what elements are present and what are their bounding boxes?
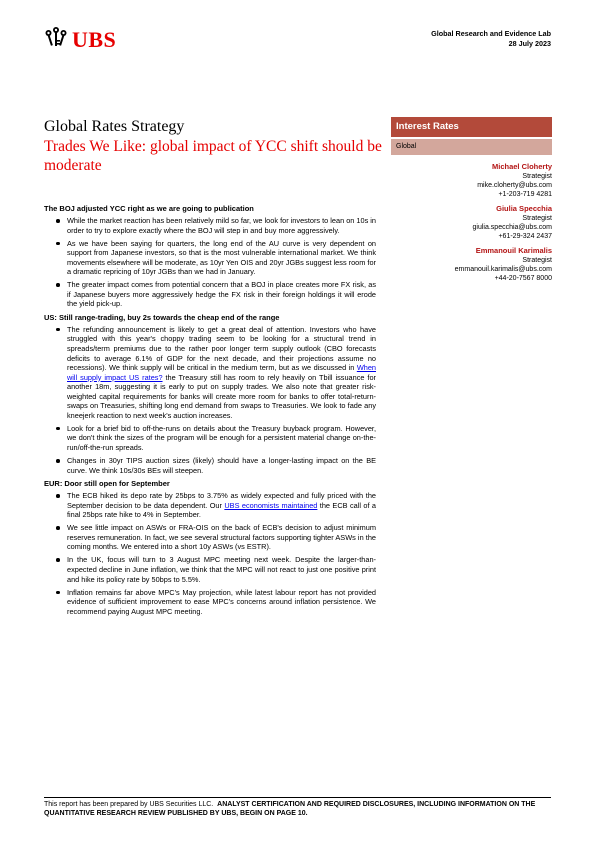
contact-email[interactable]: mike.cloherty@ubs.com <box>477 182 552 189</box>
bullet-item: Inflation remains far above MPC's May projection, while latest labour report has not provided evidence of sufficient improvement to ease MPC's concerns around inflation persistence. We recommend paying August MPC meeting. <box>44 588 376 617</box>
sidebar <box>391 117 552 287</box>
ubs-logo-text: UBS <box>72 26 117 52</box>
section-heading: The BOJ adjusted YCC right as we are going to publication <box>44 204 254 213</box>
contact-role: Strategist <box>522 215 552 222</box>
contact-card <box>391 161 552 199</box>
section-heading: EUR: Door still open for September <box>44 479 170 489</box>
bullet-item: The ECB hiked its depo rate by 25bps to 3.75% as widely expected and fully priced with the September decision to be data dependent. Our UBS economists maintained the ECB call of a final 25bps rate hike to 4% in September. <box>44 491 376 520</box>
bullet-item: Changes in 30yr TIPS auction sizes (likely) should have a longer-lasting impact on the BE curve. We think 10s/30s BEs will steepen. <box>44 456 376 475</box>
disclosure-footer <box>44 800 551 818</box>
contact-role: Strategist <box>522 173 552 180</box>
contact-email[interactable]: giulia.specchia@ubs.com <box>472 224 552 231</box>
section-heading: US: Still range-trading, buy 2s towards the cheap end of the range <box>44 312 280 322</box>
bullet-item: In the UK, focus will turn to 3 August MPC meeting next week. Despite the larger-than-expected decline in June inflation, we think that the MPC will not react to just one positive print and hike its policy rate by 50bps to 5.5%. <box>44 555 376 584</box>
footer-disclosure: ANALYST CERTIFICATION AND REQUIRED DISCLOSURES, INCLUDING INFORMATION ON THE QUANTITATIVE RESEARCH REVIEW PUBLISHED BY UBS, BEGIN ON PAGE 10. <box>44 801 536 817</box>
supply-impact-link[interactable]: When will supply impact US rates? <box>67 363 376 382</box>
bullet-list <box>44 325 376 475</box>
three-keys-icon <box>44 26 68 53</box>
ubs-economists-link[interactable]: UBS economists maintained <box>224 500 318 510</box>
report-meta <box>431 29 551 48</box>
contact-name: Michael Cloherty <box>491 162 552 171</box>
ubs-logo <box>44 26 116 53</box>
contact-phone: +61-29-324 2437 <box>498 233 552 240</box>
report-body <box>44 204 376 620</box>
analyst-contacts <box>391 161 552 283</box>
bullet-item: The greater impact comes from potential concern that a BOJ in place creates more FX risk, as if Japanese buyers more aggressively hedge the FX risk in their foreign holdings it will erode the yield pick-up. <box>44 280 376 309</box>
lab-name: Global Research and Evidence Lab <box>431 29 551 38</box>
contact-name: Emmanouil Karimalis <box>475 246 552 255</box>
bullet-item: Look for a brief bid to off-the-runs on details about the Treasury buyback program. However, we don't think the sizes of the program will be enough for a persistent material change on-the-run/off-the-run spreads. <box>44 424 376 453</box>
contact-card <box>391 203 552 241</box>
contact-phone: +44-20-7567 8000 <box>494 275 552 282</box>
page-title: Global Rates Strategy <box>44 118 185 135</box>
contact-name: Giulia Specchia <box>496 204 552 213</box>
report-date: 28 July 2023 <box>508 38 551 48</box>
bullet-item: The refunding announcement is likely to get a great deal of attention. Investors who have struggled with this year's choppy trading seem to be looking for a structural trend in spreads/term premiums due to the rather poor longer term supply outlook (CBO forecasts deficits to average 6.1% of GDP for the next decade, and their projections assume no recessions). We think supply will be critical in the medium term, but as we discussed in When will supply impact US rates? the Treasury still has room to rely heavily on Tbill issuance for another 18m, suggesting it is early to put on supply trades. We also note that greater risk-weighted capital requirements for banks will create more room for banks to offer total-return-swaps on Treasuries, shifting long end demand from swaps to Treasuries. We look to fade any kneejerk reaction to next week's auction increases. <box>44 325 376 420</box>
contact-email[interactable]: emmanouil.karimalis@ubs.com <box>454 266 552 273</box>
page-subtitle: Trades We Like: global impact of YCC shift should be moderate <box>44 138 382 174</box>
contact-role: Strategist <box>522 257 552 264</box>
bullet-item: While the market reaction has been relatively mild so far, we look for investors to lean on 10s in order to try to explore exactly where the BOJ will step in and buy more aggressively. <box>44 216 376 235</box>
contact-card <box>391 245 552 283</box>
category-band: Interest Rates <box>391 117 552 137</box>
bullet-list <box>44 216 376 309</box>
bullet-item: We see little impact on ASWs or FRA-OIS on the back of ECB's decision to adjust minimum reserves remuneration. In fact, we see several structural factors supporting tighter ASWs in the coming months. We entered into a short 10y ASWs (vs ESTR). <box>44 523 376 552</box>
bullet-list <box>44 491 376 616</box>
footer-text: This report has been prepared by UBS Securities LLC. <box>44 801 214 808</box>
contact-phone: +1-203-719 4281 <box>498 191 552 198</box>
footer-divider <box>44 797 551 798</box>
bullet-item: As we have been saying for quarters, the long end of the AU curve is very dependent on support from Japanese investors, so that is the most vulnerable international market. We think movements elsewhere will be moderate, as 10yr Yen OIS and 20yr JGBs suggest less room for a dramatic repricing of 10yr JGBs than we had in January. <box>44 239 376 277</box>
region-band: Global <box>391 139 552 155</box>
